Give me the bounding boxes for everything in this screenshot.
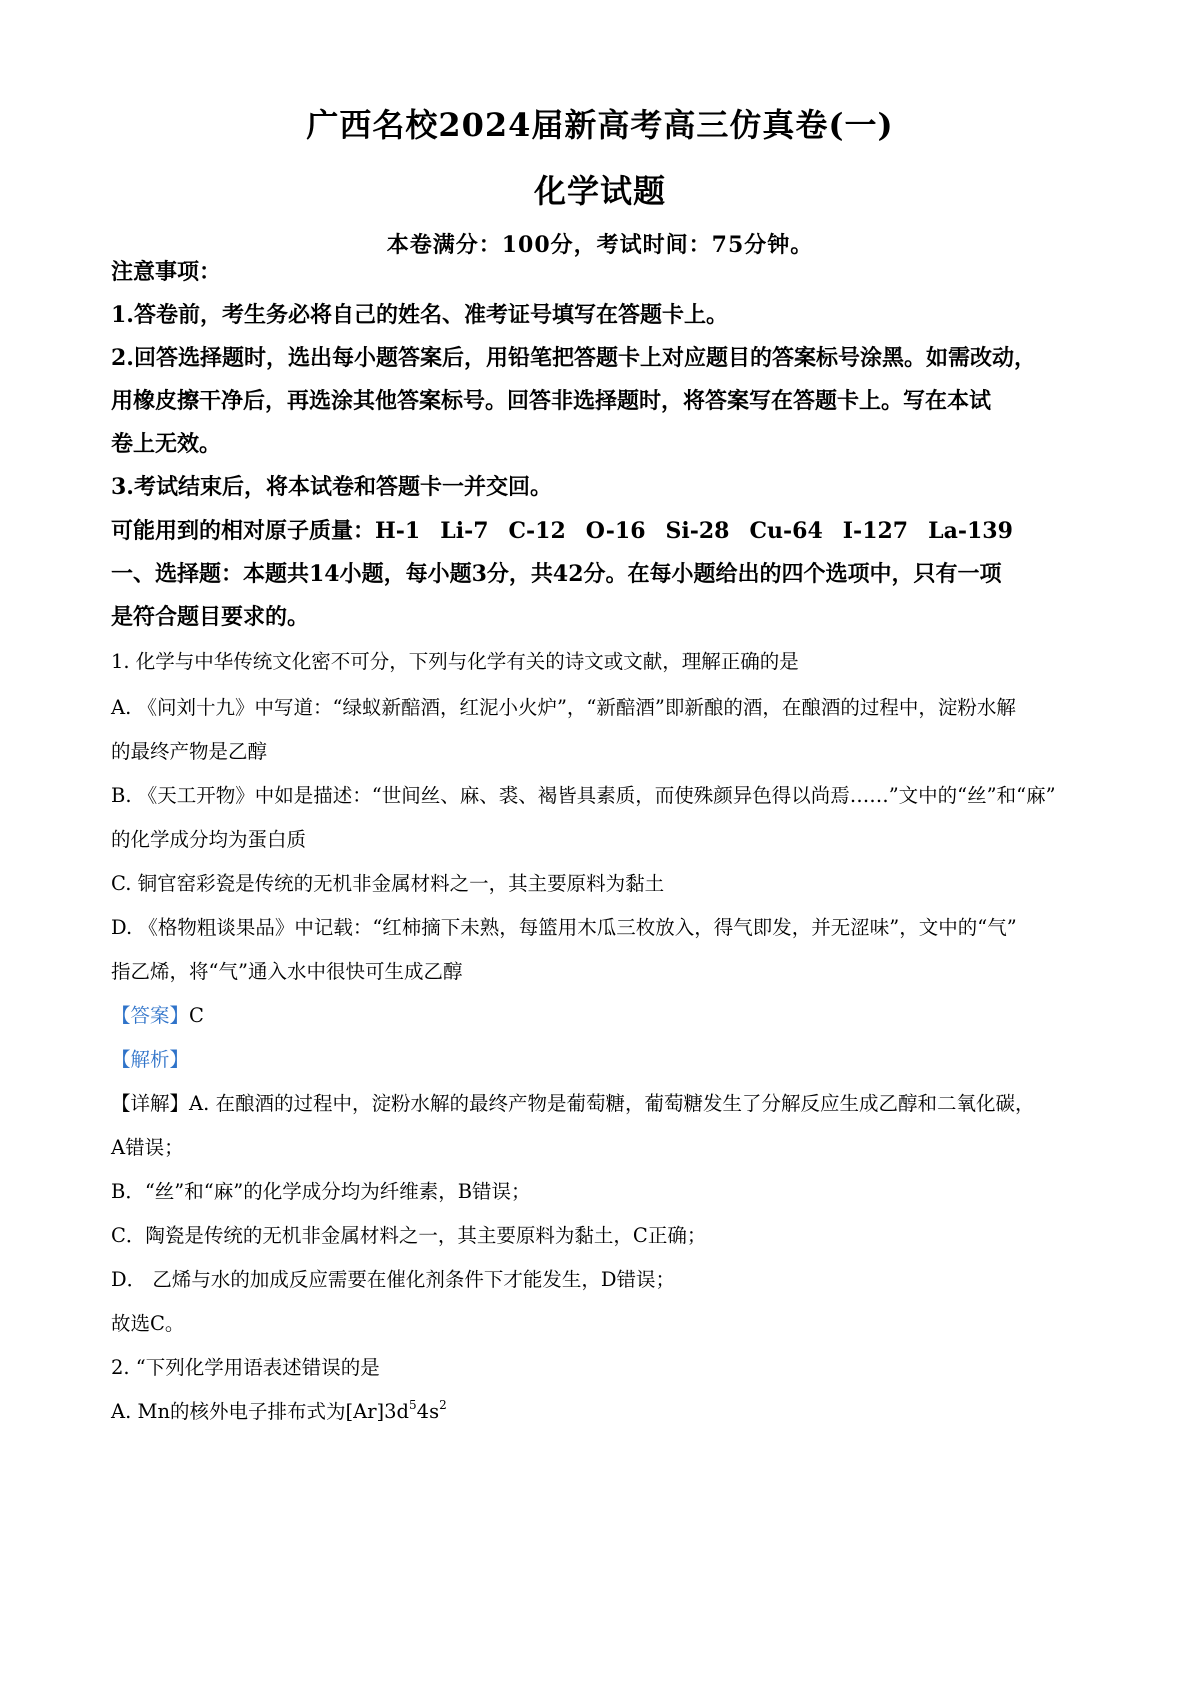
note-item-3: 3.考试结束后，将本试卷和答题卡一并交回。 [111,474,552,500]
question-2-stem: 2. “下列化学用语表述错误的是 [111,1356,380,1379]
question-2-option-a [111,1400,1101,1423]
exam-title: 广西名校2024届新高考高三仿真卷(一) [306,106,894,144]
atomic-mass-item: Si-28 [665,518,730,544]
superscript: 2 [439,1398,447,1412]
analysis-tag: 【解析】 [111,1048,190,1071]
exam-info: 本卷满分：100分，考试时间：75分钟。 [386,232,814,258]
question-1-option-b-line-1: B. 《天工开物》中如是描述：“世间丝、麻、裘、褐皆具素质，而使殊颜异色得以尚焉……”文中的“丝”和“麻” [111,784,1056,807]
detail-text: A. 在酿酒的过程中，淀粉水解的最终产物是葡萄糖，葡萄糖发生了分解反应生成乙醇和二氧化碳， [189,1092,1035,1115]
question-1-option-d-line-2: 指乙烯，将“气”通入水中很快可生成乙醇 [111,960,463,983]
section-1-heading-line-2: 是符合题目要求的。 [111,604,310,630]
atomic-mass-item: Li-7 [440,518,489,544]
detail-tag: 【详解】 [111,1092,190,1115]
note-item-1: 1.答卷前，考生务必将自己的姓名、准考证号填写在答题卡上。 [111,302,728,328]
atomic-mass-item: C-12 [508,518,566,544]
subject-title: 化学试题 [533,172,666,210]
atomic-mass-item: Cu-64 [749,518,823,544]
answer-value: C [189,1004,204,1027]
option-a-mid: 4s [416,1400,440,1423]
superscript: 5 [409,1398,417,1412]
atomic-masses-label: 可能用到的相对原子质量： [111,518,376,544]
option-a-prefix: A. Mn的核外电子排布式为[Ar]3d [111,1400,410,1423]
question-1-detail-c: C．陶瓷是传统的无机非金属材料之一，其主要原料为黏土，C正确； [111,1224,707,1247]
question-1-analysis-tag [111,1048,1101,1071]
note-item-2-line-3: 卷上无效。 [111,431,222,457]
atomic-mass-item: O-16 [585,518,646,544]
atomic-mass-item: I-127 [842,518,909,544]
question-1-detail-line-1 [111,1092,1101,1115]
question-1-conclusion: 故选C。 [111,1312,185,1335]
answer-tag: 【答案】 [111,1004,190,1027]
question-1-option-a-line-2: 的最终产物是乙醇 [111,740,268,763]
question-1-detail-d: D． 乙烯与水的加成反应需要在催化剂条件下才能发生，D错误； [111,1268,675,1291]
question-1-option-c: C. 铜官窑彩瓷是传统的无机非金属材料之一，其主要原料为黏土 [111,872,665,895]
notes-heading: 注意事项： [111,259,222,285]
question-1-option-b-line-2: 的化学成分均为蛋白质 [111,828,307,851]
atomic-masses [111,518,1101,544]
atomic-mass-item: H-1 [375,518,421,544]
question-1-answer [111,1004,1101,1027]
note-item-2-line-2: 用橡皮擦干净后，再选涂其他答案标号。回答非选择题时，将答案写在答题卡上。写在本试 [111,388,992,414]
question-1-detail-b: B．“丝”和“麻”的化学成分均为纤维素，B错误； [111,1180,531,1203]
question-1-option-d-line-1: D. 《格物粗谈果品》中记载：“红柿摘下未熟，每篮用木瓜三枚放入，得气即发，并无涩味”，文中的“气” [111,916,1017,939]
section-1-heading-line-1: 一、选择题：本题共14小题，每小题3分，共42分。在每小题给出的四个选项中，只有一项 [111,561,1002,587]
question-1-stem: 1. 化学与中华传统文化密不可分，下列与化学有关的诗文或文献，理解正确的是 [111,650,799,673]
question-1-detail-line-2: A错误； [111,1136,184,1159]
question-1-option-a-line-1: A. 《问刘十九》中写道：“绿蚁新醅酒，红泥小火炉”，“新醅酒”即新酿的酒，在酿酒的过程中，淀粉水解 [111,696,1016,719]
note-item-2-line-1: 2.回答选择题时，选出每小题答案后，用铅笔把答题卡上对应题目的答案标号涂黑。如需改动， [111,345,1036,371]
atomic-mass-item: La-139 [928,518,1013,544]
